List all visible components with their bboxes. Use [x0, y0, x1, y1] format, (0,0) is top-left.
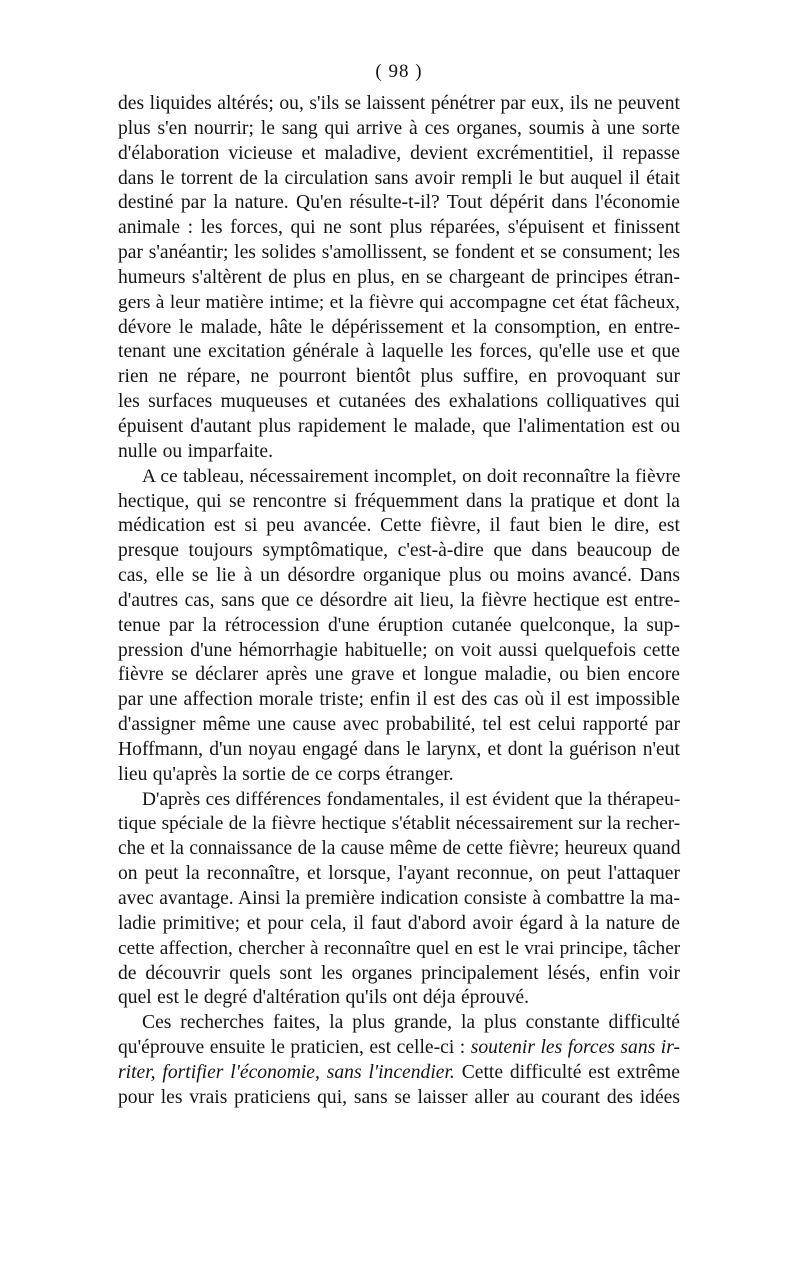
text-line: tenant une excitation générale à laquelle les forces, qu'elle use et que — [118, 341, 680, 363]
text-line: avec avantage. Ainsi la première indication consiste à combattre la ma- — [118, 888, 680, 909]
text-line: ladie primitive; et pour cela, il faut d'abord avoir égard à la nature de — [118, 912, 680, 934]
text-line: hectique, qui se rencontre si fréquemment dans la pratique et dont la — [118, 490, 680, 512]
text-line: Ces recherches faites, la plus grande, la plus constante difficulté — [142, 1012, 680, 1034]
text-line: fièvre se déclarer après une grave et longue maladie, ou bien encore — [118, 664, 680, 686]
text-line: tenue par la rétrocession d'une éruption cutanée quelconque, la sup- — [118, 614, 680, 636]
text-line: par une affection morale triste; enfin il est des cas où il est impossible — [118, 689, 680, 711]
paragraph-2 — [118, 465, 680, 788]
text-line: nulle ou imparfaite. — [118, 440, 273, 462]
text-line: d'élaboration vicieuse et maladive, devient excrémentitiel, il repasse — [118, 142, 680, 164]
text-line: humeurs s'altèrent de plus en plus, en se chargeant de principes étran- — [118, 266, 680, 288]
text-line: che et la connaissance de la cause même de cette fièvre; heureux quand — [118, 838, 681, 860]
text-line: gers à leur matière intime; et la fièvre qui accompagne cet état fâcheux, — [118, 291, 680, 313]
text-line: les surfaces muqueuses et cutanées des exhalations colliquatives qui — [118, 391, 680, 413]
text-line: pour les vrais praticiens qui, sans se laisser aller au courant des idées — [118, 1086, 680, 1108]
text-line: quel est le degré d'altération qu'ils ont déja éprouvé. — [118, 987, 529, 1009]
text-line: D'après ces différences fondamentales, il est évident que la thérapeu- — [142, 788, 681, 810]
text-line: pression d'une hémorrhagie habituelle; on voit aussi quelquefois cette — [118, 639, 680, 661]
paragraph-3 — [118, 788, 680, 1012]
text-run: qu'éprouve ensuite le praticien, est celle-ci : — [118, 1037, 471, 1059]
text-line: rien ne répare, ne pourront bientôt plus suffire, en provoquant sur — [118, 366, 680, 388]
text-line: presque toujours symptômatique, c'est-à-dire que dans beaucoup de — [118, 540, 680, 562]
text-line: dévore le malade, hâte le dépérissement et la consomption, en entre- — [118, 316, 680, 338]
text-line: destiné par la nature. Qu'en résulte-t-il? Tout dépérit dans l'économie — [118, 192, 680, 214]
text-line: lieu qu'après la sortie de ce corps étranger. — [118, 763, 454, 785]
text-line: cas, elle se lie à un désordre organique plus ou moins avancé. Dans — [118, 565, 680, 587]
text-line: Hoffmann, d'un noyau engagé dans le larynx, et dont la guérison n'eut — [118, 738, 680, 760]
book-page-text — [118, 60, 680, 1111]
text-line: tique spéciale de la fièvre hectique s'établit nécessairement sur la recher- — [118, 813, 681, 835]
text-line: des liquides altérés; ou, s'ils se laissent pénétrer par eux, ils ne peuvent — [118, 93, 680, 114]
text-line: médication est si peu avancée. Cette fièvre, il faut bien le dire, est — [118, 515, 680, 537]
text-line: d'assigner même une cause avec probabilité, tel est celui rapporté par — [118, 714, 680, 736]
text-line: par s'anéantir; les solides s'amollissent, se fondent et se consument; les — [118, 242, 680, 264]
text-line: A ce tableau, nécessairement incomplet, on doit reconnaître la fièvre — [142, 465, 681, 487]
italic-text-run: soutenir les forces sans ir- — [470, 1037, 680, 1059]
page-number: ( 98 ) — [375, 61, 423, 82]
text-line: de découvrir quels sont les organes principalement lésés, enfin voir — [118, 962, 680, 984]
text-line: épuisent d'autant plus rapidement le malade, que l'alimentation est ou — [118, 415, 680, 437]
italic-text-run: riter, fortifier l'économie, sans l'incendier. — [118, 1061, 455, 1083]
text-line: plus s'en nourrir; le sang qui arrive à ces organes, soumis à une sorte — [118, 117, 680, 139]
text-run: Cette difficulté est extrême — [454, 1061, 680, 1083]
text-line: animale : les forces, qui ne sont plus réparées, s'épuisent et finissent — [118, 217, 680, 239]
text-line: on peut la reconnaître, et lorsque, l'ayant reconnue, on peut l'attaquer — [118, 863, 680, 885]
text-line: dans le torrent de la circulation sans avoir rempli le but auquel il était — [118, 167, 680, 189]
paragraph-4 — [118, 1011, 680, 1110]
text-line: cette affection, chercher à reconnaître quel en est le vrai principe, tâcher — [118, 937, 681, 959]
paragraph-1 — [118, 92, 680, 465]
text-line-mixed — [118, 1061, 680, 1086]
text-line: d'autres cas, sans que ce désordre ait lieu, la fièvre hectique est entre- — [118, 589, 680, 611]
text-line-mixed — [118, 1036, 680, 1061]
